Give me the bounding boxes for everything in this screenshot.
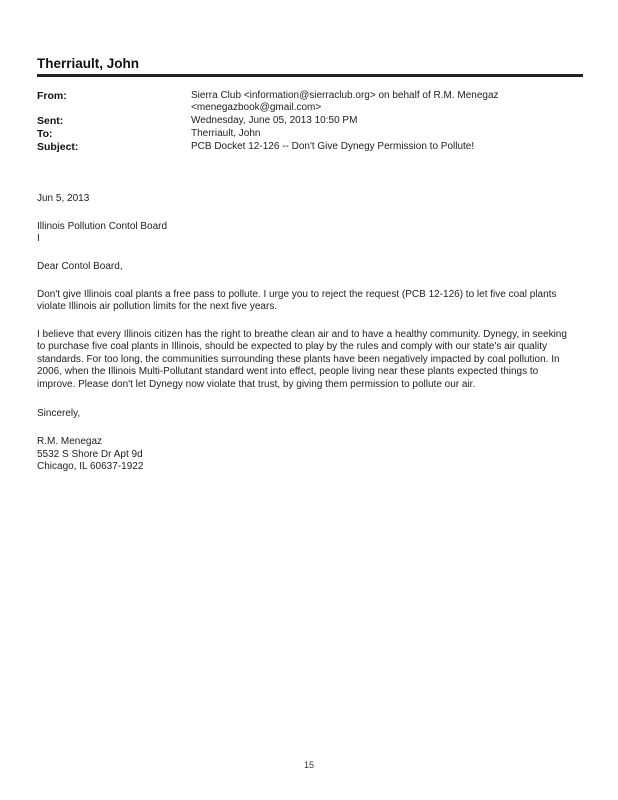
sender-name: Therriault, John — [37, 56, 140, 71]
header-divider — [37, 74, 583, 77]
signature-address1: 5532 S Shore Dr Apt 9d — [37, 449, 143, 460]
signature-name: R.M. Menegaz — [37, 436, 103, 447]
from-value-line2: <menegazbook@gmail.com> — [191, 102, 322, 113]
subject-label: Subject: — [37, 141, 79, 153]
paragraph2-line3: standards. For too long, the communities surrounding these plants have been negatively impacted by coal pollution. In — [37, 354, 560, 365]
paragraph2-line1: I believe that every Illinois citizen has the right to breathe clean air and to have a healthy community. Dynegy, in seeking — [37, 329, 567, 340]
paragraph1-line1: Don't give Illinois coal plants a free pass to pollute. I urge you to reject the request (PCB 12-126) to let five coal plants — [37, 289, 557, 300]
recipient-line2: I — [37, 233, 40, 244]
page-number: 15 — [303, 760, 314, 770]
letter-date: Jun 5, 2013 — [37, 193, 90, 204]
recipient-org: Illinois Pollution Contol Board — [37, 221, 168, 232]
closing: Sincerely, — [37, 408, 81, 419]
paragraph1-line2: violate Illinois air pollution limits for the next five years. — [37, 301, 278, 312]
salutation: Dear Contol Board, — [37, 261, 123, 272]
from-label: From: — [37, 90, 67, 102]
to-label: To: — [37, 128, 53, 140]
subject-value: PCB Docket 12-126 -- Don't Give Dynegy Permission to Pollute! — [191, 141, 475, 152]
to-value: Therriault, John — [191, 128, 261, 139]
paragraph2-line4: 2006, when the Illinois Multi-Pollutant standard went into effect, people living near these plants expected things to — [37, 366, 539, 377]
from-value-line1: Sierra Club <information@sierraclub.org> on behalf of R.M. Menegaz — [191, 90, 499, 101]
signature-address2: Chicago, IL 60637-1922 — [37, 461, 144, 472]
sent-label: Sent: — [37, 115, 64, 127]
paragraph2-line5: improve. Please don't let Dynegy now violate that trust, by giving them permission to pollute our air. — [37, 379, 476, 390]
sent-value: Wednesday, June 05, 2013 10:50 PM — [191, 115, 358, 126]
paragraph2-line2: to purchase five coal plants in Illinois, should be expected to play by the rules and comply with our state's air quality — [37, 341, 547, 352]
